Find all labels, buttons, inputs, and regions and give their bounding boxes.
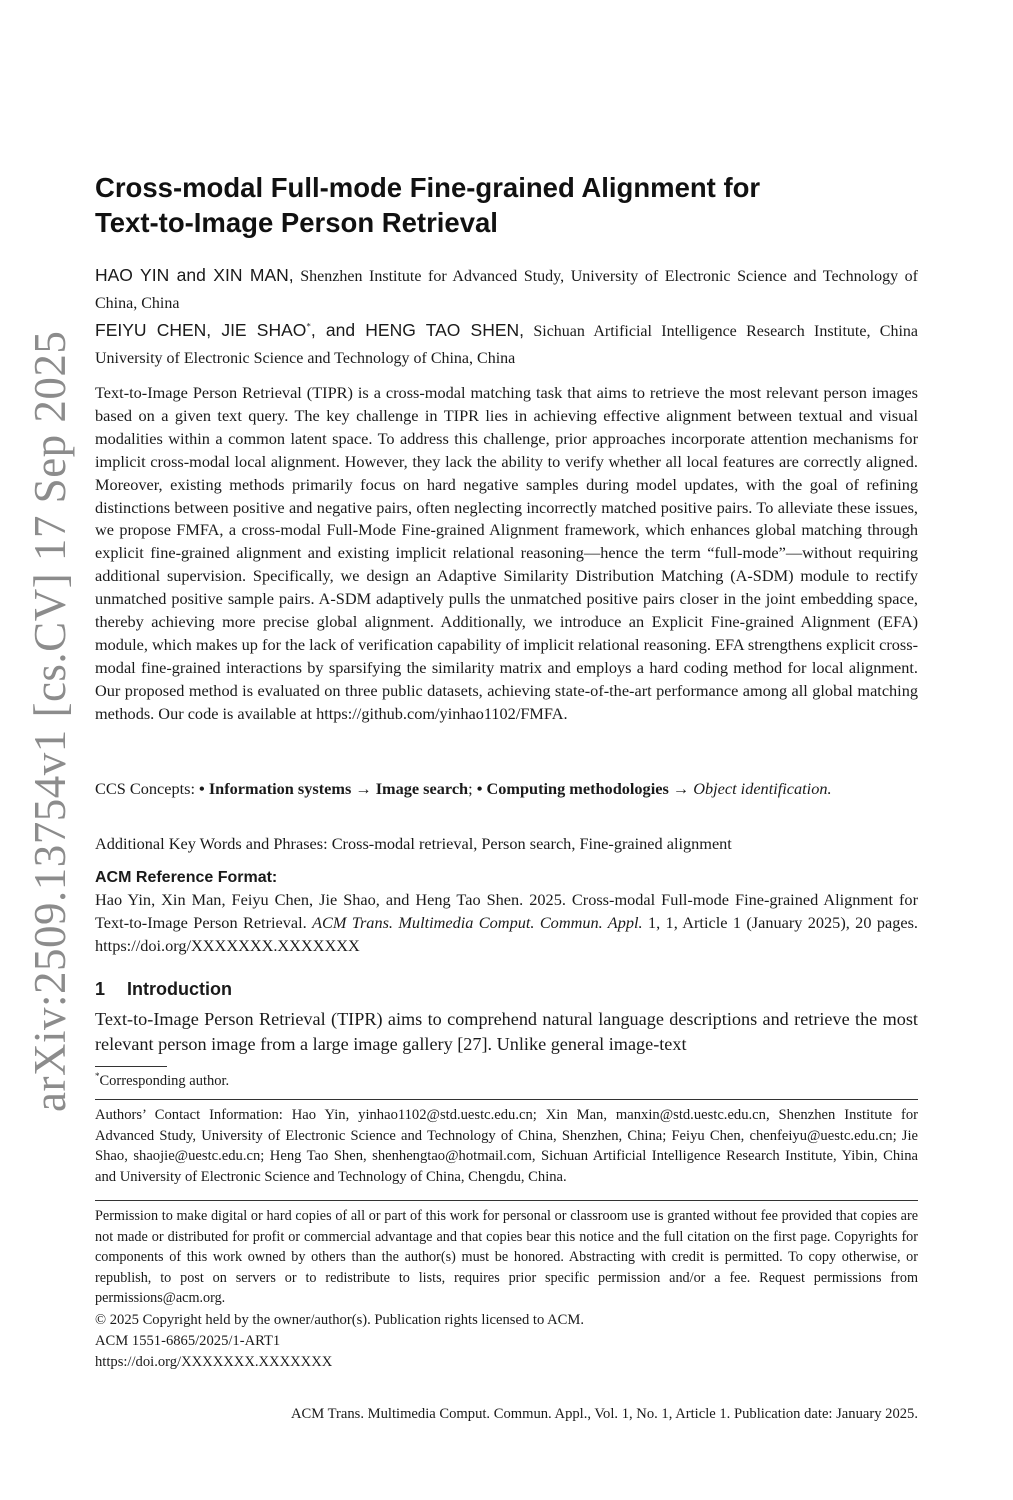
authors-contact-info: Authors’ Contact Information: Hao Yin, yinhao1102@std.uestc.edu.cn; Xin Man, manxin@std.uestc.edu.cn, Shenzhen Institute for Advanced Study, University of Electronic Science and Technology of China, Shenzhen, China; Feiyu Chen, chenfeiyu@uestc.edu.cn; Jie Shao, shaojie@uestc.edu.cn; Heng Tao Shen, shenhengtao@hotmail.com, Sichuan Artificial Intelligence Research Institute, Yibin, China and University of Electronic Science and Technology of China, Chengdu, China. xyxy=(95,1107,918,1185)
introduction-text: Text-to-Image Person Retrieval (TIPR) aims to comprehend natural language descriptions and retrieve the most relevant person image from a large image gallery [27]. Unlike general image-text xyxy=(95,1009,918,1054)
ccs-arrow-2: → xyxy=(668,779,694,798)
footnote-rule xyxy=(95,1066,167,1067)
author-group-2 xyxy=(95,317,918,372)
author-names-1: HAO YIN and XIN MAN, xyxy=(95,265,294,285)
ccs-separator: ; xyxy=(468,779,477,798)
section-title: Introduction xyxy=(127,979,232,999)
corresponding-mark: * xyxy=(306,321,311,332)
contact-rule xyxy=(95,1099,918,1100)
author-group-1 xyxy=(95,262,918,317)
title-line-1: Cross-modal Full-mode Fine-grained Alignment for xyxy=(95,172,761,203)
permission-notice: Permission to make digital or hard copies of all or part of this work for personal or classroom use is granted without fee provided that copies are not made or distributed for profit or commercial advantage and that copies bear this notice and the full citation on the first page. Copyrights for components of this work owned by others than the author(s) must be honored. Abstracting with credit is permitted. To copy otherwise, or republish, to post on servers or to redistribute to lists, requires prior specific permission and/or a fee. Request permissions from permissions@acm.org. xyxy=(95,1208,918,1307)
footnote xyxy=(95,1071,229,1091)
ccs-concepts xyxy=(95,778,918,801)
ccs-label: CCS Concepts: xyxy=(95,779,200,798)
reference-format xyxy=(95,889,918,958)
reference-format-heading: ACM Reference Format: xyxy=(95,869,278,886)
ccs-concept-1: Information systems xyxy=(208,779,352,798)
ccs-concept-2: Computing methodologies xyxy=(486,779,669,798)
title-line-2: Text-to-Image Person Retrieval xyxy=(95,207,498,238)
author-affiliation-2: Sichuan Artificial Intelligence Research Institute, China University of Electronic Science and Technology of China, China xyxy=(95,323,918,367)
author-affiliation-1: Shenzhen Institute for Advanced Study, University of Electronic Science and Technology of China, China xyxy=(95,268,918,312)
reference-text-b: 1, 1, Article 1 (January 2025), 20 pages. https://doi.org/XXXXXXX.XXXXXXX xyxy=(95,912,918,955)
author-block xyxy=(95,262,918,372)
keywords: Additional Key Words and Phrases: Cross-modal retrieval, Person search, Fine-grained alignment xyxy=(95,834,732,853)
ccs-bullet-1: • xyxy=(199,779,209,798)
copyright-block xyxy=(95,1310,918,1373)
acm-issn-line: ACM 1551-6865/2025/1-ART1 xyxy=(95,1333,281,1349)
paper-title xyxy=(95,170,925,240)
ccs-concept-1-sub: Image search xyxy=(375,779,469,798)
doi-line: https://doi.org/XXXXXXX.XXXXXXX xyxy=(95,1354,333,1370)
ccs-arrow-1: → xyxy=(351,779,376,798)
footnote-mark: * xyxy=(95,1071,100,1082)
abstract: Text-to-Image Person Retrieval (TIPR) is a cross-modal matching task that aims to retrieve the most relevant person images based on a given text query. The key challenge in TIPR lies in achieving effective alignment between textual and visual modalities within a common latent space. To address this challenge, prior approaches incorporate attention mechanisms for implicit cross-modal local alignment. However, they lack the ability to verify whether all local features are correctly aligned. Moreover, existing methods primarily focus on hard negative samples during model updates, with the goal of refining distinctions between positive and negative pairs, often neglecting incorrectly matched positive pairs. To alleviate these issues, we propose FMFA, a cross-modal Full-Mode Fine-grained Alignment framework, which enhances global matching through explicit fine-grained alignment and existing implicit relational reasoning—hence the term “full-mode”—without requiring additional supervision. Specifically, we design an Adaptive Similarity Distribution Matching (A-SDM) module to rectify unmatched positive sample pairs. A-SDM adaptively pulls the unmatched positive pairs closer in the joint embedding space, thereby achieving more precise global alignment. Additionally, we introduce an Explicit Fine-grained Alignment (EFA) module, which makes up for the lack of verification capability of implicit relational reasoning. EFA strengthens explicit cross-modal fine-grained interactions by sparsifying the similarity matrix and employs a hard coding method for local alignment. Our proposed method is evaluated on three public datasets, achieving state-of-the-art performance among all global matching methods. Our code is available at https://github.com/yinhao1102/FMFA. xyxy=(95,383,918,723)
reference-journal: ACM Trans. Multimedia Comput. Commun. Appl. xyxy=(312,912,643,932)
section-number: 1 xyxy=(95,979,106,999)
author-names-2a: FEIYU CHEN, JIE SHAO xyxy=(95,320,307,340)
ccs-bullet-2: • xyxy=(476,779,487,798)
arxiv-identifier: arXiv:2509.13754v1 [cs.CV] 17 Sep 2025 xyxy=(25,330,75,1112)
permission-rule xyxy=(95,1200,918,1201)
copyright-line: © 2025 Copyright held by the owner/author(s). Publication rights licensed to ACM. xyxy=(95,1312,584,1328)
author-names-2b: , and HENG TAO SHEN, xyxy=(310,320,525,340)
running-footer: ACM Trans. Multimedia Comput. Commun. Appl., Vol. 1, No. 1, Article 1. Publication date: January 2025. xyxy=(291,1406,918,1422)
ccs-concept-2-sub: Object identification. xyxy=(693,779,832,798)
reference-text-a: Hao Yin, Xin Man, Feiyu Chen, Jie Shao, and Heng Tao Shen. 2025. Cross-modal Full-mode Fine-grained Alignment for Text-to-Image Person Retrieval. xyxy=(95,890,918,932)
footnote-text: Corresponding author. xyxy=(99,1073,230,1089)
